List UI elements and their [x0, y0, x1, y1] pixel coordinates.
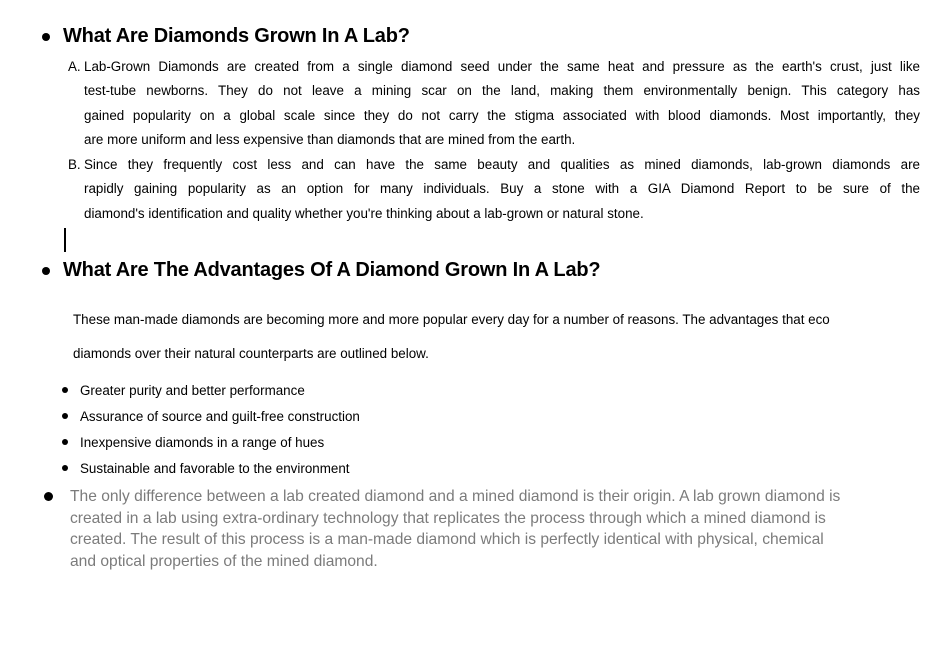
bullet-icon — [62, 387, 68, 393]
lettered-item-b — [68, 153, 920, 226]
paragraph-line: are more uniform and less expensive than diamonds that are mined from the earth. — [84, 132, 576, 148]
paragraph-line: Since they frequently cost less and can have the same beauty and qualities as mined diamonds, lab-grown diamonds are — [84, 157, 920, 172]
bullet-icon — [62, 465, 68, 471]
list-item — [62, 429, 360, 455]
paragraph-line: diamonds over their natural counterparts are outlined below. — [73, 346, 429, 361]
list-item-label: Inexpensive diamonds in a range of hues — [80, 434, 325, 450]
list-marker-a: A. — [68, 59, 81, 74]
intro-paragraph — [73, 303, 830, 371]
lettered-item-a — [68, 55, 920, 153]
list-item-label: Sustainable and favorable to the environment — [80, 460, 350, 476]
section2-heading-row — [42, 259, 600, 282]
section1-heading-row — [42, 25, 410, 48]
list-item — [62, 455, 360, 481]
paragraph-line: gained popularity on a global scale since they do not carry the stigma associated with blood diamonds. Most importantly, they — [84, 107, 920, 123]
paragraph-line: created. The result of this process is a man-made diamond which is perfectly identical with physical, chemical — [70, 531, 824, 548]
paragraph-line: and optical properties of the mined diamond. — [70, 552, 378, 570]
list-item-label: Greater purity and better performance — [80, 382, 305, 398]
paragraph-line: rapidly gaining popularity as an option for many individuals. Buy a stone with a GIA Diamond Report to be sure of the — [84, 181, 920, 197]
section2-heading: What Are The Advantages Of A Diamond Grown In A Lab? — [63, 259, 601, 281]
list-item-label: Assurance of source and guilt-free construction — [80, 408, 360, 424]
paragraph-b — [84, 153, 920, 226]
paragraph-line: The only difference between a lab created diamond and a mined diamond is their origin. A lab grown diamond is — [70, 488, 841, 505]
text-cursor — [64, 228, 66, 252]
heading-bullet-icon — [42, 33, 50, 41]
bullet-icon — [62, 439, 68, 445]
advantages-list — [62, 377, 360, 481]
paragraph-a — [84, 55, 920, 153]
conclusion-paragraph — [70, 486, 840, 572]
bullet-icon — [62, 413, 68, 419]
list-item — [62, 377, 360, 403]
paragraph-line: diamond's identification and quality whether you're thinking about a lab-grown or natural stone. — [84, 205, 644, 221]
heading-bullet-icon — [42, 267, 50, 275]
section1-heading: What Are Diamonds Grown In A Lab? — [63, 25, 410, 47]
conclusion-item — [44, 486, 840, 572]
list-item — [62, 403, 360, 429]
paragraph-line: test-tube newborns. They do not leave a mining scar on the land, making them environmentally benign. This category has — [84, 83, 920, 99]
paragraph-line: Lab-Grown Diamonds are created from a single diamond seed under the same heat and pressure as the earth's crust, just like — [84, 59, 920, 74]
list-marker-b: B. — [68, 157, 81, 172]
bullet-icon — [44, 492, 53, 501]
paragraph-line: created in a lab using extra-ordinary technology that replicates the process through which a mined diamond is — [70, 509, 826, 527]
paragraph-line: These man-made diamonds are becoming more and more popular every day for a number of reasons. The advantages that eco — [73, 312, 830, 327]
